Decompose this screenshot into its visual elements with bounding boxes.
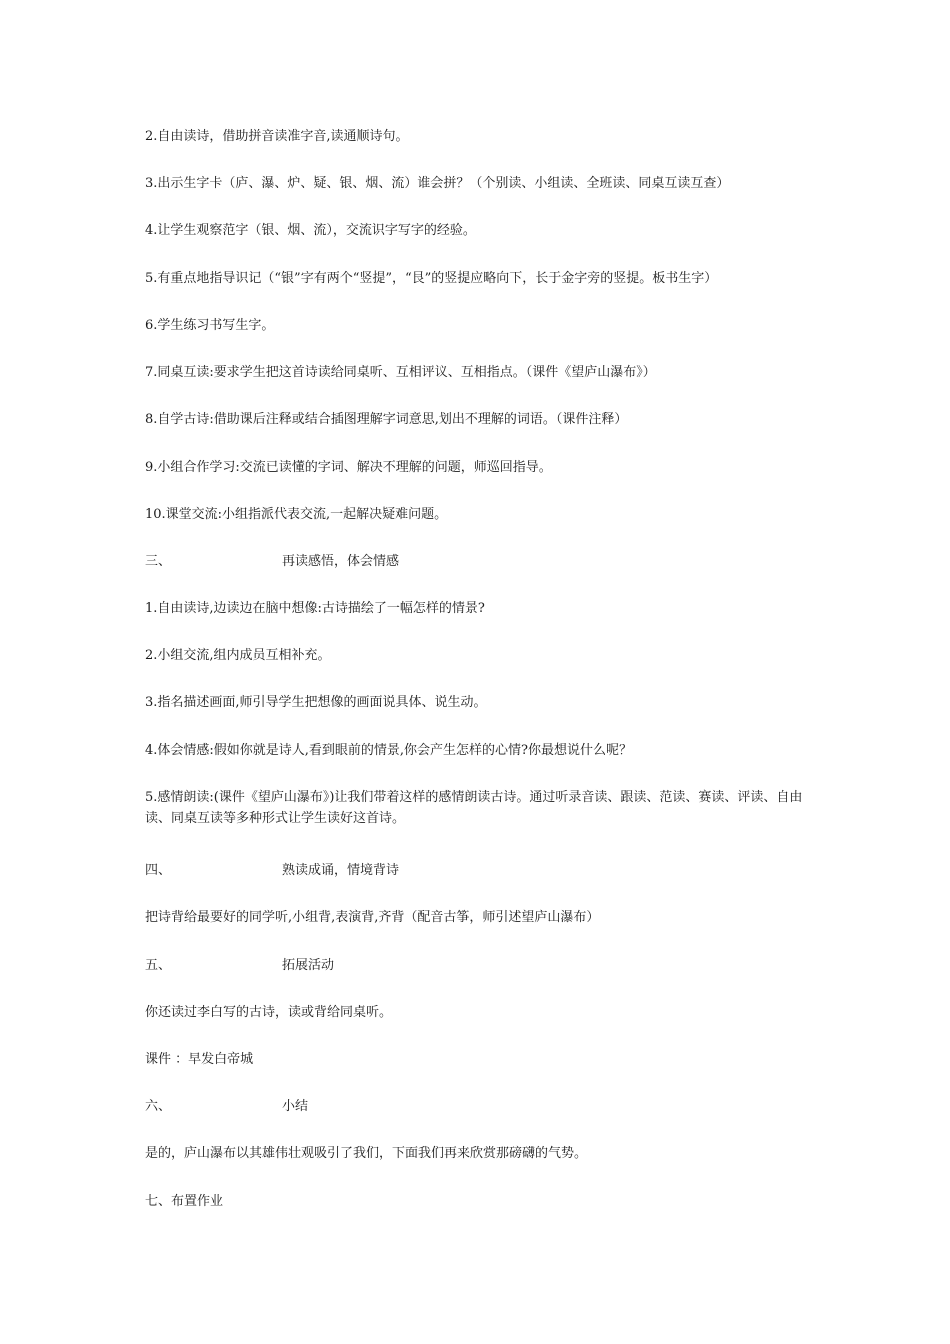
section-number: 五、	[145, 958, 172, 973]
step-4-feel-emotion: 4.体会情感:假如你就是诗人,看到眼前的情景,你会产生怎样的心情?你最想说什么呢？	[145, 743, 633, 758]
step-6-practice-writing: 6.学生练习书写生字。	[145, 318, 275, 333]
courseware-line: 课件 ：早发白帝城	[145, 1052, 254, 1067]
step-10-class-exchange: 10.课堂交流:小组指派代表交流,一起解决疑难问题。	[145, 507, 448, 522]
recite-paragraph: 把诗背给最要好的同学听,小组背,表演背,齐背（配音古筝，师引述望庐山瀑布）	[145, 910, 600, 925]
section-title: 再读感悟，体会情感	[282, 554, 400, 569]
step-2-group-exchange: 2.小组交流,组内成员互相补充。	[145, 648, 331, 663]
section-heading-7: 七、布置作业	[145, 1194, 224, 1209]
step-8-self-study: 8.自学古诗:借助课后注释或结合插图理解字词意思,划出不理解的词语。（课件注释）	[145, 412, 628, 427]
section-number: 三、	[145, 554, 172, 569]
section-title: 小结	[282, 1099, 309, 1114]
step-7-partner-reading: 7.同桌互读:要求学生把这首诗读给同桌听、互相评议、互相指点。（课件《望庐山瀑布》）	[145, 365, 656, 380]
step-3-describe-scene: 3.指名描述画面,师引导学生把想像的画面说具体、说生动。	[145, 695, 487, 710]
section-title: 熟读成诵，情境背诗	[282, 863, 400, 878]
section-title: 拓展活动	[282, 958, 335, 973]
extension-paragraph: 你还读过李白写的古诗，读或背给同桌听。	[145, 1005, 393, 1020]
step-1-imagine: 1.自由读诗,边读边在脑中想像:古诗描绘了一幅怎样的情景?	[145, 601, 485, 616]
step-2-free-reading: 2.自由读诗，借助拼音读准字音,读通顺诗句。	[145, 129, 409, 144]
step-5-key-guidance: 5.有重点地指导识记（“银”字有两个“竖提”，“艮”的竖提应略向下，长于金字旁的竖提。板书生字）	[145, 271, 718, 286]
summary-paragraph: 是的，庐山瀑布以其雄伟壮观吸引了我们，下面我们再来欣赏那磅礴的气势。	[145, 1146, 588, 1161]
section-number: 四、	[145, 863, 172, 878]
step-4-observe-characters: 4.让学生观察范字（银、烟、流），交流识字写字的经验。	[145, 223, 476, 238]
section-number: 六、	[145, 1099, 172, 1114]
step-9-group-study: 9.小组合作学习:交流已读懂的字词、解决不理解的问题，师巡回指导。	[145, 460, 552, 475]
step-5-emotional-reading: 5.感情朗读:(课件《望庐山瀑布》)让我们带着这样的感情朗读古诗。通过听录音读、跟读、范读、赛读、评读、自由读、同桌互读等多种形式让学生读好这首诗。	[145, 790, 803, 826]
step-3-character-cards: 3.出示生字卡（庐、瀑、炉、疑、银、烟、流）谁会拼？（个别读、小组读、全班读、同桌互读互查）	[145, 176, 730, 191]
